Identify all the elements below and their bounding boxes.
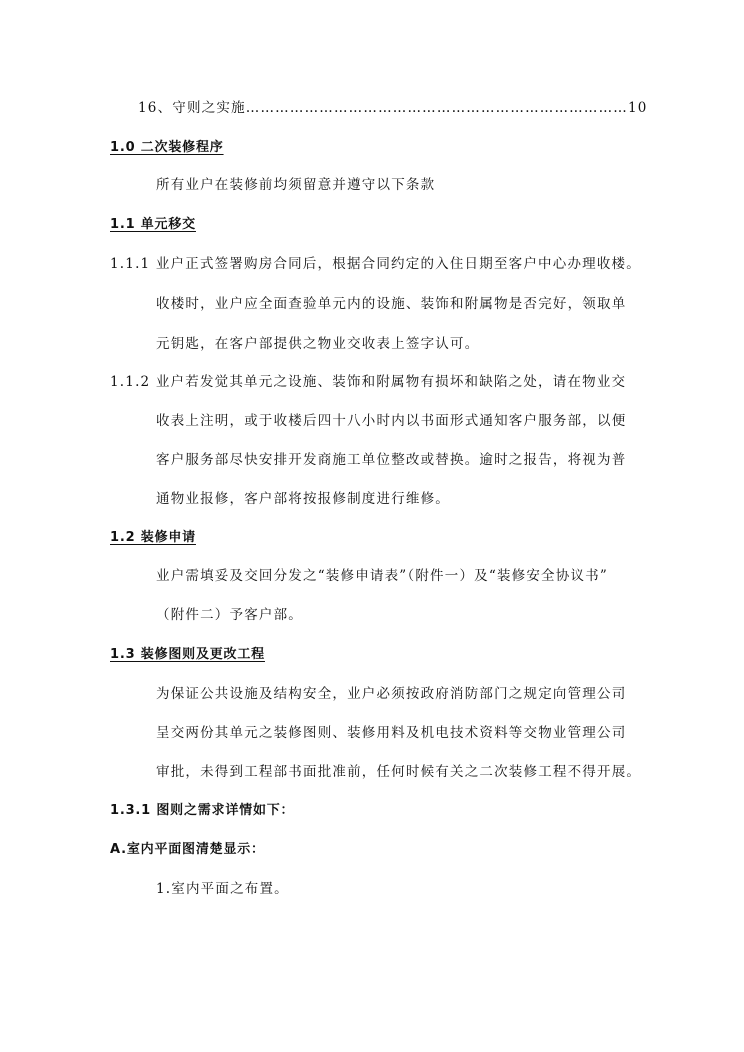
section-heading-1-1: 1.1 单元移交: [110, 217, 196, 232]
paragraph-1-2-line-2: （附件二）予客户部。: [156, 607, 303, 623]
paragraph-1-2-line-1: 业户需填妥及交回分发之“装修申请表”（附件一）及“装修安全协议书”: [156, 568, 608, 584]
paragraph-1-3-line-3: 审批，未得到工程部书面批准前，任何时候有关之二次装修工程不得开展。: [156, 764, 642, 780]
paragraph-1-1-2-line-1: 1.1.2 业户若发觉其单元之设施、装饰和附属物有损坏和缺陷之处，请在物业交: [110, 374, 627, 390]
paragraph-1-1-1-line-3: 元钥匙，在客户部提供之物业交收表上签字认可。: [156, 336, 480, 352]
paragraph-1-1-2-line-2: 收表上注明，或于收楼后四十八小时内以书面形式通知客户服务部，以便: [156, 413, 627, 429]
paragraph-1-1-2-line-4: 通物业报修，客户部将按报修制度进行维修。: [156, 491, 450, 507]
section-heading-1-0: 1.0 二次装修程序: [110, 140, 224, 155]
section-heading-1-2: 1.2 装修申请: [110, 530, 196, 545]
section-heading-1-3: 1.3 装修图则及更改工程: [110, 647, 265, 662]
toc-entry[interactable]: 16、守则之实施……………………………………………………………………10: [138, 100, 648, 116]
paragraph-1-1-1-line-2: 收楼时，业户应全面查验单元内的设施、装饰和附属物是否完好，领取单: [156, 296, 627, 312]
section-heading-a: A.室内平面图清楚显示：: [110, 842, 265, 857]
paragraph-1-3-line-1: 为保证公共设施及结构安全，业户必须按政府消防部门之规定向管理公司: [156, 686, 627, 702]
list-item-1: 1.室内平面之布置。: [156, 881, 289, 897]
section-1-0-intro: 所有业户在装修前均须留意并遵守以下条款: [156, 177, 436, 193]
section-heading-1-3-1: 1.3.1 图则之需求详情如下：: [110, 803, 295, 818]
paragraph-1-1-1-line-1: 1.1.1 业户正式签署购房合同后，根据合同约定的入住日期至客户中心办理收楼。: [110, 256, 641, 272]
paragraph-1-1-2-line-3: 客户服务部尽快安排开发商施工单位整改或替换。逾时之报告，将视为普: [156, 452, 627, 468]
paragraph-1-3-line-2: 呈交两份其单元之装修图则、装修用料及机电技术资料等交物业管理公司: [156, 725, 627, 741]
